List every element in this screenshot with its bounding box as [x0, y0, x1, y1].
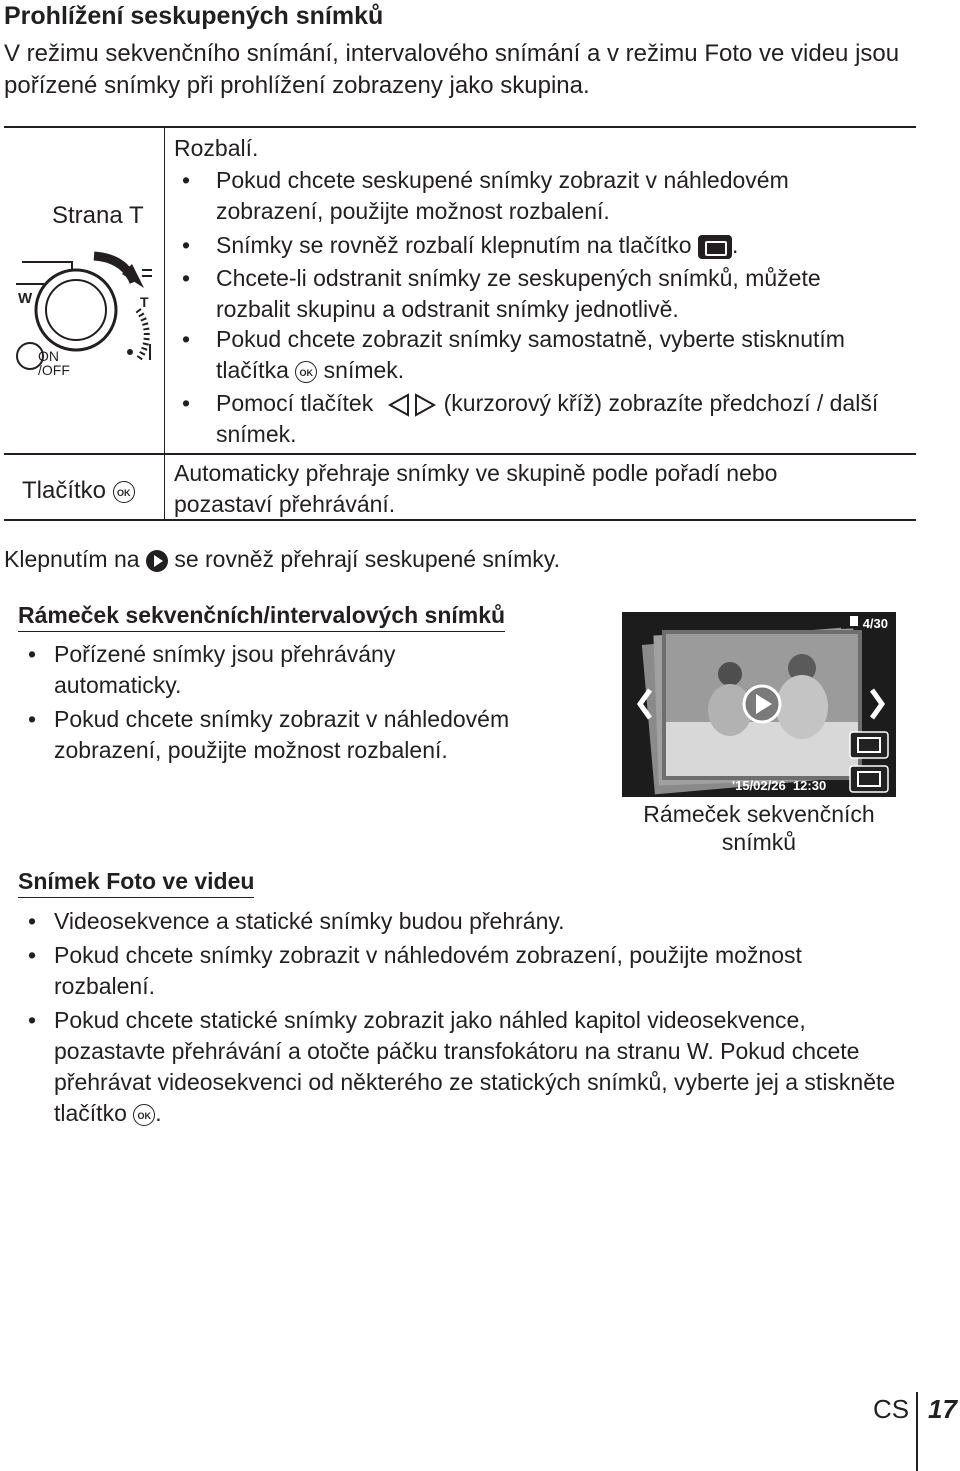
table-mid-rule [4, 453, 916, 455]
page-title: Prohlížení seskupených snímků [4, 2, 384, 30]
row-label-strana-t: Strana T [52, 202, 144, 229]
ok-button-icon: OK [295, 361, 317, 383]
section-heading-photo-in-video: Snímek Foto ve videu [18, 868, 254, 898]
footer-divider [916, 1392, 918, 1471]
row1-heading: Rozbalí. [174, 135, 259, 161]
ok-button-icon: OK [133, 1104, 155, 1126]
photo-caption: Rámeček sekvenčních snímků [643, 801, 875, 855]
photo-datetime: '15/02/26 12:30 [732, 778, 827, 793]
table-column-divider [164, 128, 165, 519]
camera-label-w: W [18, 290, 33, 307]
row2-text: Automaticky přehraje snímky ve skupině podle pořadí nebo pozastaví přehrávání. [174, 460, 778, 517]
page-number: 17 [928, 1394, 957, 1424]
camera-label-t: T [140, 294, 149, 310]
arrow-left-right-icon [386, 393, 438, 417]
camera-label-off: /OFF [38, 362, 70, 378]
ok-button-icon: OK [113, 481, 135, 503]
group-display-icon [698, 235, 732, 259]
photo-counter: 4/30 [862, 616, 888, 631]
section-heading-burst: Rámeček sekvenčních/intervalových snímků [18, 602, 505, 632]
tap-note: Klepnutím na se rovněž přehrají seskupené snímky. [4, 546, 560, 572]
play-icon [146, 550, 168, 572]
row-label-ok-button: Tlačítko OK [22, 477, 135, 505]
intro-text: V režimu sekvenčního snímání, intervalového snímání a v režimu Foto ve videu jsou pořízené snímky při prohlížení zobrazeny jako skupina. [4, 40, 900, 99]
camera-label-on: ON [38, 348, 59, 364]
table-top-rule [4, 126, 916, 128]
burst-frame-photo [622, 612, 896, 797]
footer-language: CS [873, 1394, 910, 1424]
camera-zoom-lever-illustration [14, 240, 156, 380]
